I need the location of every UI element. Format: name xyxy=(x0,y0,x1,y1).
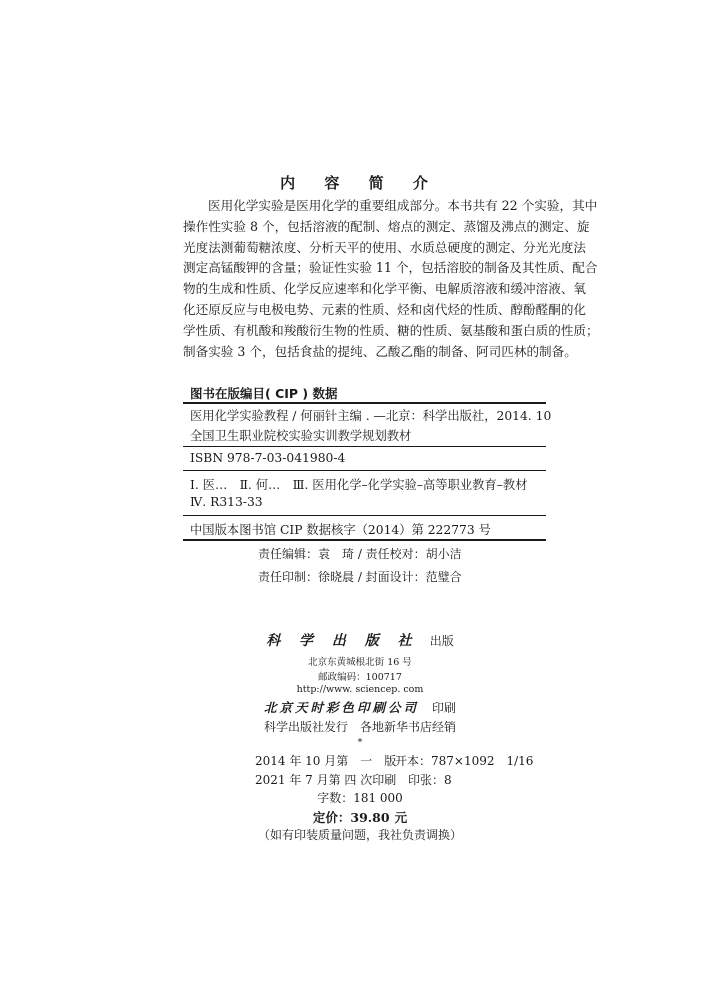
printer-suffix: 印刷 xyxy=(432,701,457,715)
publisher-website: http://www. sciencep. com xyxy=(296,684,424,695)
cip-divider xyxy=(183,470,546,471)
separator-star: * xyxy=(357,737,363,748)
production-credits: 责任印制：徐晓晨 / 封面设计：范璧合 xyxy=(258,570,462,584)
cip-bottom-rule xyxy=(183,539,546,541)
classification-line: Ⅰ. 医… Ⅱ. 何… Ⅲ. 医用化学–化学实验–高等职业教育–教材 xyxy=(190,478,528,492)
word-count: 字数：181 000 xyxy=(317,791,403,805)
price-unit: 元 xyxy=(394,810,408,825)
intro-line: 医用化学实验是医用化学的重要组成部分。本书共有 22 个实验，其中 xyxy=(208,198,598,213)
postcode: 邮政编码：100717 xyxy=(318,672,402,683)
intro-line: 化还原反应与电极电势、元素的性质、烃和卤代烃的性质、醇酚醛酮的化 xyxy=(183,301,586,317)
printer-logo: 北京天时彩色印刷公司 xyxy=(263,700,419,715)
intro-title: 内 容 简 介 xyxy=(280,174,440,192)
cip-divider xyxy=(183,515,546,516)
price-label: 定价： xyxy=(312,810,351,825)
classification-line: Ⅳ. R313-33 xyxy=(190,495,263,509)
price-value: 39.80 xyxy=(350,810,390,825)
cip-title-line: 医用化学实验教程 / 何丽针主编 . —北京：科学出版社，2014. 10 xyxy=(190,409,552,423)
isbn: ISBN 978-7-03-041980-4 xyxy=(190,451,346,465)
sheets-info: 印张：8 xyxy=(408,773,452,787)
cip-series-line: 全国卫生职业院校实验实训教学规划教材 xyxy=(190,429,412,443)
publisher-line xyxy=(0,630,720,650)
intro-body xyxy=(183,196,599,362)
printer-line xyxy=(0,697,720,716)
quality-note: （如有印装质量问题，我社负责调换） xyxy=(257,828,462,842)
intro-line: 测定高锰酸钾的含量；验证性实验 11 个，包括溶胶的制备及其性质、配合 xyxy=(183,260,598,276)
distribution-line: 科学出版社发行 各地新华书店经销 xyxy=(263,720,456,734)
editor-credits: 责任编辑：袁 琦 / 责任校对：胡小洁 xyxy=(258,547,462,561)
intro-line: 物的生成和性质、化学反应速率和化学平衡、电解质溶液和缓冲溶液、氧 xyxy=(183,281,586,297)
intro-line: 制备实验 3 个，包括食盐的提纯、乙酸乙酯的制备、阿司匹林的制备。 xyxy=(183,343,577,359)
price-line xyxy=(0,807,720,826)
print-date: 2021 年 7 月第 四 次印刷 xyxy=(255,773,397,787)
intro-line: 操作性实验 8 个，包括溶液的配制、熔点的测定、蒸馏及沸点的测定、旋 xyxy=(183,218,590,234)
format-info: 开本：787×1092 1/16 xyxy=(395,754,534,768)
publisher-suffix: 出版 xyxy=(429,634,454,648)
intro-line: 学性质、有机酸和羧酸衍生物的性质、糖的性质、氨基酸和蛋白质的性质； xyxy=(183,322,599,338)
cip-divider xyxy=(183,446,546,447)
cip-title: 图书在版编目( CIP ) 数据 xyxy=(190,386,338,401)
cip-record-number: 中国版本图书馆 CIP 数据核字（2014）第 222773 号 xyxy=(190,523,491,537)
edition-date: 2014 年 10 月第 一 版 xyxy=(255,754,397,768)
publisher-address: 北京东黄城根北街 16 号 xyxy=(308,657,412,668)
publisher-logo: 科 学 出 版 社 xyxy=(266,633,419,649)
cip-top-rule xyxy=(183,402,546,404)
intro-line: 光度法测葡萄糖浓度、分析天平的使用、水质总硬度的测定、分光光度法 xyxy=(183,239,586,255)
